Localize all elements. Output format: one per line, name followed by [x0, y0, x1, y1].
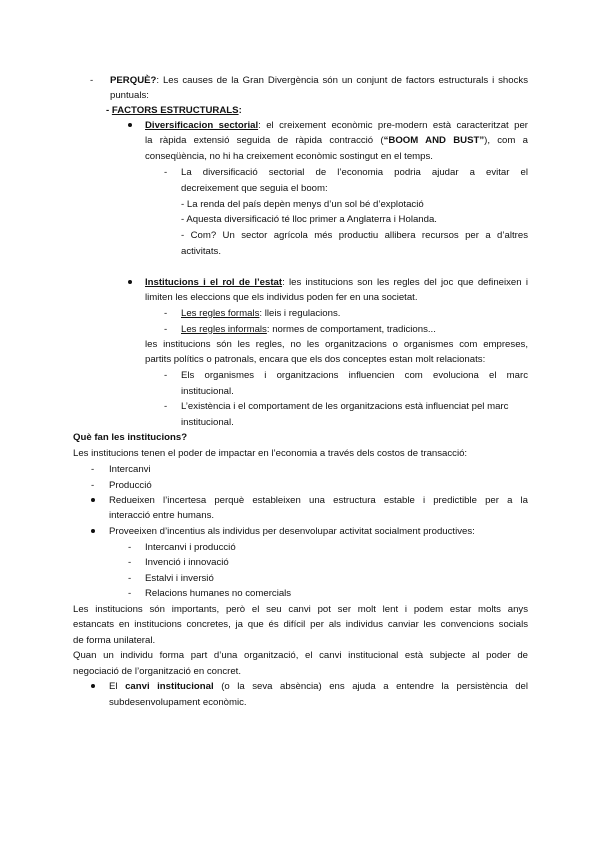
- dash-marker: -: [164, 308, 168, 319]
- institucions-line-1: Institucions i el rol de l’estat: les institucions son les regles del joc que defineixen i: [145, 277, 528, 288]
- bullet-dot: [91, 498, 95, 502]
- dash-marker: -: [128, 588, 132, 599]
- diversificacio-line-2: la ràpida extensió seguida de ràpida contracció (“BOOM AND BUST”), com a: [145, 135, 528, 146]
- factors-heading: - FACTORS ESTRUCTURALS:: [106, 105, 242, 116]
- dash-marker: -: [91, 464, 95, 475]
- que-fan-sub-3: Estalvi i inversió: [145, 573, 214, 584]
- bullet-dot: [91, 684, 95, 688]
- bullet-dot: [91, 529, 95, 533]
- diversificacio-sub-2: decreixement que seguia el boom:: [181, 183, 328, 194]
- factors-label: FACTORS ESTRUCTURALS: [111, 105, 239, 116]
- diversificacio-sub-1: La diversificació sectorial de l’economia podria ajudar a evitar el: [181, 167, 528, 178]
- dash-marker: -: [164, 370, 168, 381]
- que-fan-sub-1: Intercanvi i producció: [145, 542, 236, 553]
- diversificacio-sub-5: - Com? Un sector agrícola més productiu allibera recursos per a d’altres: [181, 230, 528, 241]
- dash-marker: -: [164, 167, 168, 178]
- que-fan-item-4: Proveeixen d’incentius als individus per desenvolupar activitat socialment productives:: [109, 526, 475, 537]
- dash-marker: -: [128, 573, 132, 584]
- regles-informals: Les regles informals: normes de comportament, tradicions...: [181, 324, 436, 335]
- institucions-line-2: limiten les eleccions que els individus poden fer en una societat.: [145, 292, 418, 303]
- perque-label: PERQUÈ?: [110, 75, 157, 86]
- que-fan-item-3b: interacció entre humans.: [109, 510, 215, 521]
- perque-line-2: puntuals:: [110, 90, 149, 101]
- closing-bullet-line-2: subdesenvolupament econòmic.: [109, 697, 247, 708]
- diversificacio-label: Diversificacion sectorial: [145, 120, 259, 131]
- institucions-s2b: institucional.: [181, 417, 234, 428]
- dash-marker: -: [164, 401, 168, 412]
- diversificacio-sub-3: - La renda del país depèn menys d’un sol bé d’explotació: [181, 199, 424, 210]
- perque-text: : Les causes de la Gran Divergència són un conjunt de factors estructurals i shocks: [156, 75, 528, 86]
- diversificacio-sub-6: activitats.: [181, 246, 221, 257]
- closing-p2b: negociació de l’organització en concret.: [73, 666, 241, 677]
- closing-p1a: Les institucions són importants, però el seu canvi pot ser molt lent i podem estar molts anys: [73, 604, 528, 615]
- institucions-label: Institucions i el rol de l’estat: [145, 277, 283, 288]
- canvi-institucional: canvi institucional: [125, 681, 214, 692]
- closing-p1b: estancats en institucions concretes, ja que és difícil per als individus canviar les convencions socials: [73, 619, 528, 630]
- section-title: Què fan les institucions?: [73, 432, 188, 443]
- que-fan-item-2: Producció: [109, 480, 152, 491]
- bullet-dot: [128, 280, 132, 284]
- perque-line-1: [110, 75, 528, 87]
- diversificacio-line-1: Diversificacion sectorial: el creixement econòmic pre-modern està caracteritzat per: [145, 120, 528, 131]
- dash-marker: -: [164, 324, 168, 335]
- institucions-s1a: Els organismes i organitzacions influencien com evoluciona el marc: [181, 370, 528, 381]
- diversificacio-sub-4: - Aquesta diversificació té lloc primer a Anglaterra i Holanda.: [181, 214, 437, 225]
- que-fan-intro: Les institucions tenen el poder de impactar en l’economia a través dels costos de transacció:: [73, 448, 468, 459]
- institucions-p1: les institucions són les regles, no les organitzacions o organismes com empreses,: [145, 339, 528, 350]
- que-fan-item-3a: Redueixen l’incertesa perquè estableixen una estructura estable i predictible per a la: [109, 495, 528, 506]
- closing-p1c: de forma unilateral.: [73, 635, 156, 646]
- closing-p2a: Quan un individu forma part d’una organització, el canvi institucional està subjecte al poder de: [73, 650, 528, 661]
- closing-bullet-line-1: El canvi institucional (o la seva absència) ens ajuda a entendre la persistència del: [109, 681, 529, 692]
- diversificacio-line-3: conseqüència, no hi ha creixement econòmic sostingut en el temps.: [145, 151, 433, 162]
- institucions-p2: partits polítics o patronals, encara que els dos conceptes estan molt relacionats:: [145, 354, 486, 365]
- institucions-s1b: institucional.: [181, 386, 234, 397]
- regles-formals: Les regles formals: lleis i regulacions.: [181, 308, 341, 319]
- dash-marker: -: [128, 557, 132, 568]
- que-fan-item-1: Intercanvi: [109, 464, 151, 475]
- institucions-s2a: L’existència i el comportament de les organitzacions està influenciat pel marc: [181, 401, 509, 412]
- dash-marker: -: [128, 542, 132, 553]
- boom-and-bust: “BOOM AND BUST”: [383, 135, 485, 146]
- que-fan-sub-2: Invenció i innovació: [145, 557, 229, 568]
- bullet-dot: [128, 123, 132, 127]
- dash-marker: -: [90, 75, 94, 86]
- dash-marker: -: [91, 480, 95, 491]
- que-fan-sub-4: Relacions humanes no comercials: [145, 588, 292, 599]
